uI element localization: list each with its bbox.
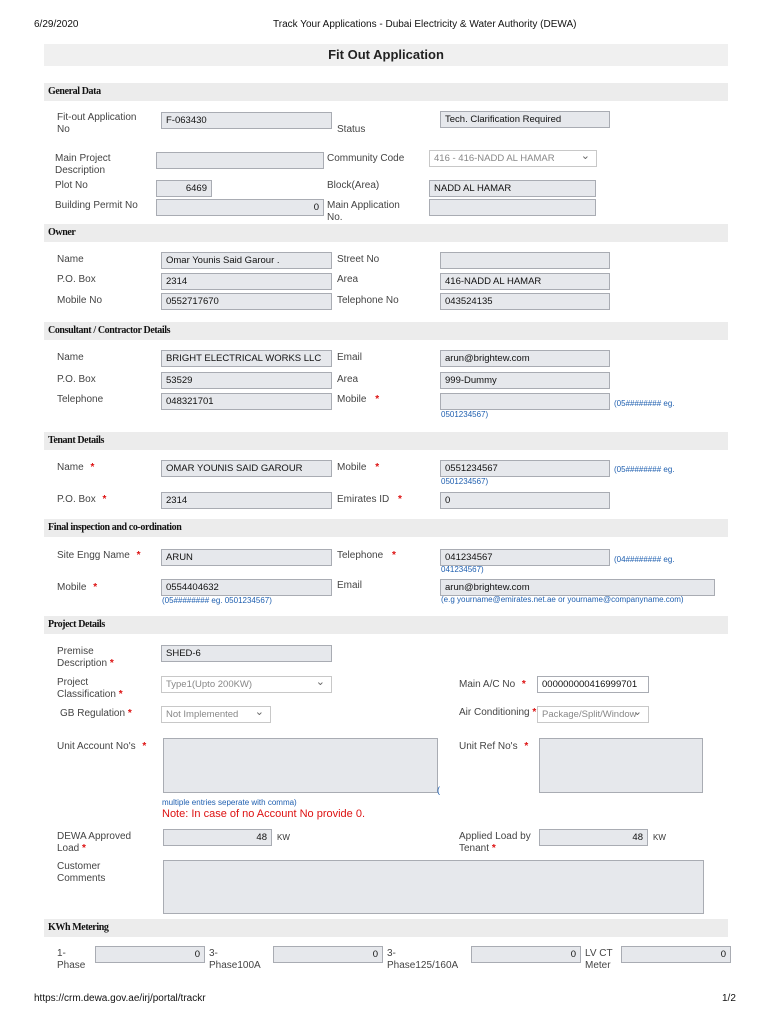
gb-regulation-label: GB Regulation * — [60, 708, 132, 719]
tenant-emirates-id-field[interactable]: 0 — [440, 492, 610, 509]
account-note: Note: In case of no Account No provide 0. — [162, 808, 366, 820]
owner-name-field[interactable]: Omar Younis Said Garour . — [161, 252, 332, 269]
unit-account-label: Unit Account No's * — [57, 741, 147, 752]
classification-select[interactable]: Type1(Upto 200KW) ⌄ — [161, 676, 332, 693]
fitout-no-label: Fit-out Application No — [57, 112, 137, 135]
consultant-name-label: Name — [57, 352, 84, 363]
applied-load-label: Applied Load by Tenant * — [459, 831, 531, 854]
owner-mobile-field[interactable]: 0552717670 — [161, 293, 332, 310]
section-consultant: Consultant / Contractor Details — [44, 322, 728, 340]
section-kwh-metering: KWh Metering — [44, 919, 728, 937]
owner-street-field[interactable] — [440, 252, 610, 269]
print-page-number: 1/2 — [722, 993, 736, 1004]
consultant-email-field[interactable]: arun@brightew.com — [440, 350, 610, 367]
building-permit-field[interactable]: 0 — [156, 199, 324, 216]
tenant-mobile-label: Mobile * — [337, 462, 380, 473]
consultant-pobox-label: P.O. Box — [57, 374, 96, 385]
unit-account-textarea[interactable] — [163, 738, 438, 793]
building-permit-label: Building Permit No — [55, 200, 138, 211]
owner-telephone-field[interactable]: 043524135 — [440, 293, 610, 310]
consultant-pobox-field[interactable]: 53529 — [161, 372, 332, 389]
section-final-inspection: Final inspection and co-ordination — [44, 519, 728, 537]
owner-telephone-label: Telephone No — [337, 295, 399, 306]
phase3-100-label: 3-Phase100A — [209, 948, 261, 971]
page-title: Fit Out Application — [44, 44, 728, 66]
community-code-label: Community Code — [327, 153, 405, 164]
lv-ct-field[interactable]: 0 — [621, 946, 731, 963]
owner-name-label: Name — [57, 254, 84, 265]
tenant-name-label: Name * — [57, 462, 95, 473]
final-email-hint: (e.g yourname@emirates.net.ae or yourname@companyname.com) — [441, 595, 684, 604]
consultant-area-label: Area — [337, 374, 359, 385]
consultant-name-field[interactable]: BRIGHT ELECTRICAL WORKS LLC — [161, 350, 332, 367]
consultant-telephone-label: Telephone — [57, 394, 104, 405]
final-email-field[interactable]: arun@brightew.com — [440, 579, 715, 596]
applied-load-field[interactable]: 48 — [539, 829, 648, 846]
dewa-load-label: DEWA Approved Load * — [57, 831, 132, 854]
section-general-data: General Data — [44, 83, 728, 101]
tenant-pobox-field[interactable]: 2314 — [161, 492, 332, 509]
phase3-125-field[interactable]: 0 — [471, 946, 581, 963]
lv-ct-label: LV CT Meter — [585, 948, 613, 971]
premise-field[interactable]: SHED-6 — [161, 645, 332, 662]
block-area-label: Block(Area) — [327, 180, 380, 191]
status-field[interactable]: Tech. Clarification Required — [440, 111, 610, 128]
unit-account-paren: ( — [437, 785, 440, 795]
tenant-mobile-hint-2: 0501234567) — [441, 477, 489, 486]
plot-no-label: Plot No — [55, 180, 88, 191]
section-owner: Owner — [44, 224, 728, 242]
gb-regulation-select[interactable]: Not Implemented ⌄ — [161, 706, 271, 723]
air-conditioning-select[interactable]: Package/Split/Window ⌄ — [537, 706, 649, 723]
phase1-field[interactable]: 0 — [95, 946, 205, 963]
customer-comments-textarea[interactable] — [163, 860, 704, 914]
community-code-select[interactable]: 416 - 416-NADD AL HAMAR ⌄ — [429, 150, 597, 167]
main-ac-label: Main A/C No * — [459, 679, 526, 690]
classification-label: Project Classification * — [57, 677, 123, 700]
print-title: Track Your Applications - Dubai Electricity & Water Authority (DEWA) — [273, 19, 577, 30]
consultant-mobile-hint-2: 0501234567) — [441, 410, 489, 419]
unit-ref-label: Unit Ref No's * — [459, 741, 529, 752]
main-application-label: Main Application No. — [327, 200, 400, 223]
owner-area-label: Area — [337, 274, 359, 285]
main-application-field[interactable] — [429, 199, 596, 216]
phase3-125-label: 3-Phase125/160A — [387, 948, 459, 971]
owner-area-field[interactable]: 416-NADD AL HAMAR — [440, 273, 610, 290]
section-tenant: Tenant Details — [44, 432, 728, 450]
owner-pobox-field[interactable]: 2314 — [161, 273, 332, 290]
site-engg-label: Site Engg Name * — [57, 550, 141, 561]
plot-no-field[interactable]: 6469 — [156, 180, 212, 197]
site-engg-field[interactable]: ARUN — [161, 549, 332, 566]
main-project-field[interactable] — [156, 152, 324, 169]
main-project-label: Main Project Description — [55, 153, 111, 176]
applied-load-unit: KW — [653, 833, 666, 842]
phase1-label: 1-Phase — [57, 948, 86, 971]
owner-street-label: Street No — [337, 254, 380, 265]
tenant-name-field[interactable]: OMAR YOUNIS SAID GAROUR — [161, 460, 332, 477]
final-mobile-field[interactable]: 0554404632 — [161, 579, 332, 596]
final-mobile-hint: (05######## eg. 0501234567) — [162, 596, 272, 605]
dewa-load-unit: KW — [277, 833, 290, 842]
premise-label: Premise Description * — [57, 646, 114, 669]
consultant-mobile-label: Mobile * — [337, 394, 380, 405]
print-date: 6/29/2020 — [34, 19, 79, 30]
print-url: https://crm.dewa.gov.ae/irj/portal/trackr — [34, 993, 206, 1004]
owner-pobox-label: P.O. Box — [57, 274, 96, 285]
consultant-area-field[interactable]: 999-Dummy — [440, 372, 610, 389]
final-email-label: Email — [337, 580, 363, 591]
block-area-field[interactable]: NADD AL HAMAR — [429, 180, 596, 197]
final-telephone-hint: (04######## eg. — [614, 555, 675, 564]
section-project-details: Project Details — [44, 616, 728, 634]
fitout-no-field[interactable]: F-063430 — [161, 112, 332, 129]
consultant-email-label: Email — [337, 352, 363, 363]
main-ac-field[interactable]: 000000000416999701 — [537, 676, 649, 693]
dewa-load-field[interactable]: 48 — [163, 829, 272, 846]
consultant-mobile-hint: (05######## eg. — [614, 399, 675, 408]
tenant-emirates-id-label: Emirates ID * — [337, 494, 402, 505]
tenant-mobile-hint: (05######## eg. — [614, 465, 675, 474]
status-label: Status — [337, 124, 366, 135]
final-telephone-label: Telephone * — [337, 550, 396, 561]
consultant-mobile-field[interactable] — [440, 393, 610, 410]
owner-mobile-label: Mobile No — [57, 295, 103, 306]
air-conditioning-label: Air Conditioning * — [459, 707, 537, 718]
final-telephone-hint-2: 041234567) — [441, 565, 484, 574]
phase3-100-field[interactable]: 0 — [273, 946, 383, 963]
tenant-mobile-field[interactable]: 0551234567 — [440, 460, 610, 477]
tenant-pobox-label: P.O. Box * — [57, 494, 107, 505]
final-telephone-field[interactable]: 041234567 — [440, 549, 610, 566]
consultant-telephone-field[interactable]: 048321701 — [161, 393, 332, 410]
customer-comments-label: Customer Comments — [57, 861, 106, 884]
multiple-entries-hint: multiple entries seperate with comma) — [162, 798, 297, 807]
final-mobile-label: Mobile * — [57, 582, 98, 593]
unit-ref-textarea[interactable] — [539, 738, 703, 793]
